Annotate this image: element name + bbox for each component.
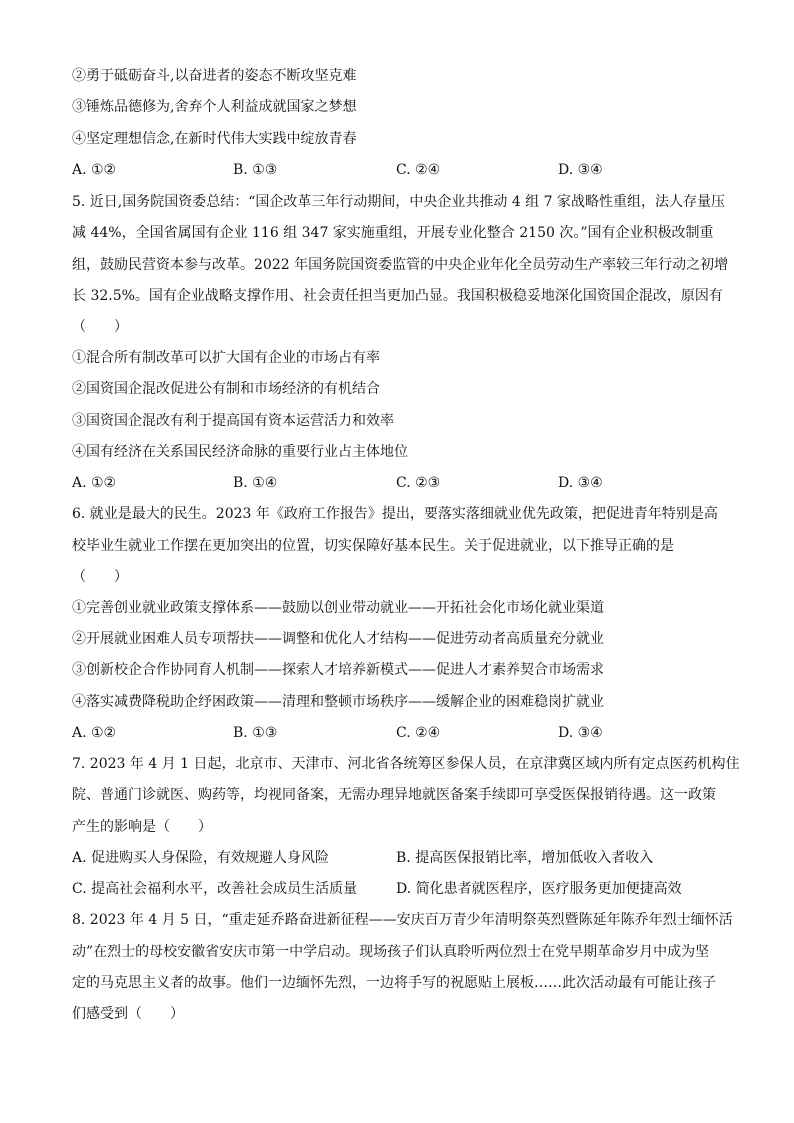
- q8-stem-line-2: 动”在烈士的母校安徽省安庆市第一中学启动。现场孩子们认真聆听两位烈士在党早期革命岁月中成为坚: [72, 944, 710, 960]
- q5-item-3: ③国资国企混改有利于提高国有资本运营活力和效率: [72, 413, 394, 429]
- q6-choice-b: B. ①③: [233, 725, 278, 741]
- q5-stem-line-1: 5. 近日,国务院国资委总结：“国企改革三年行动期间，中央企业共推动 4 组 7 家战略性重组，法人存量压: [72, 194, 726, 210]
- q7-stem-line-1: 7. 2023 年 4 月 1 日起，北京市、天津市、河北省各统筹区参保人员，在京津冀区域内所有定点医药机构住: [72, 756, 740, 772]
- q6-item-3: ③创新校企合作协同育人机制——探索人才培养新模式——促进人才素养契合市场需求: [72, 662, 604, 678]
- q6-item-1: ①完善创业就业政策支撑体系——鼓励以创业带动就业——开拓社会化市场化就业渠道: [72, 600, 604, 616]
- q5-stem-line-2: 减 44%，全国省属国有企业 116 组 347 家实施重组，开展专业化整合 2150 次。”国有企业积极改制重: [72, 225, 714, 241]
- q6-choice-c: C. ②④: [396, 725, 441, 741]
- q5-stem-line-3: 组，鼓励民营资本参与改革。2022 年国务院国资委监管的中央企业年化全员劳动生产率较三年行动之初增: [72, 257, 729, 273]
- q5-choice-a: A. ①②: [72, 475, 117, 491]
- q5-item-4: ④国有经济在关系国民经济命脉的重要行业占主体地位: [72, 444, 408, 460]
- q6-answer-blank: （ ）: [72, 569, 128, 585]
- q7-choice-b: B. 提高医保报销比率，增加低收入者收入: [396, 850, 654, 866]
- q4-item-4: ④坚定理想信念,在新时代伟大实践中绽放青春: [72, 131, 357, 147]
- q5-stem-line-4: 长 32.5%。国有企业战略支撑作用、社会责任担当更加凸显。我国积极稳妥地深化国资国企混改，原因有: [72, 288, 723, 304]
- q5-choice-c: C. ②③: [396, 475, 441, 491]
- q6-stem-line-2: 校毕业生就业工作摆在更加突出的位置，切实保障好基本民生。关于促进就业，以下推导正确的是: [72, 538, 674, 554]
- q5-item-2: ②国资国企混改促进公有制和市场经济的有机结合: [72, 381, 380, 397]
- q5-choice-b: B. ①④: [233, 475, 278, 491]
- q8-stem-line-1: 8. 2023 年 4 月 5 日，“重走延乔路奋进新征程——安庆百万青少年清明祭英烈暨陈延年陈乔年烈士缅怀活: [72, 912, 733, 928]
- q7-stem-line-2: 院、普通门诊就医、购药等，均视同备案，无需办理异地就医备案手续即可享受医保报销待遇。这一政策: [72, 787, 716, 803]
- q6-choice-a: A. ①②: [72, 725, 117, 741]
- q7-choice-d: D. 简化患者就医程序，医疗服务更加便捷高效: [396, 881, 682, 897]
- q6-item-2: ②开展就业困难人员专项帮扶——调整和优化人才结构——促进劳动者高质量充分就业: [72, 631, 604, 647]
- q4-choice-b: B. ①③: [233, 162, 278, 178]
- q4-choice-a: A. ①②: [72, 162, 117, 178]
- q4-choice-d: D. ③④: [558, 162, 603, 178]
- q4-choice-c: C. ②④: [396, 162, 441, 178]
- q6-stem-line-1: 6. 就业是最大的民生。2023 年《政府工作报告》提出，要落实落细就业优先政策，把促进青年特别是高: [72, 506, 718, 522]
- q7-stem-line-3: 产生的影响是（ ）: [72, 819, 212, 835]
- q6-choice-d: D. ③④: [558, 725, 603, 741]
- q5-choice-d: D. ③④: [558, 475, 603, 491]
- q5-item-1: ①混合所有制改革可以扩大国有企业的市场占有率: [72, 350, 380, 366]
- q4-item-2: ②勇于砥砺奋斗,以奋进者的姿态不断攻坚克难: [72, 68, 357, 84]
- q7-choice-a: A. 促进购买人身保险，有效规避人身风险: [72, 850, 330, 866]
- q5-answer-blank: （ ）: [72, 319, 128, 335]
- q8-stem-line-4: 们感受到（ ）: [72, 1006, 184, 1022]
- q7-choice-c: C. 提高社会福利水平，改善社会成员生活质量: [72, 881, 358, 897]
- q4-item-3: ③锤炼品德修为,舍弃个人利益成就国家之梦想: [72, 99, 357, 115]
- q8-stem-line-3: 定的马克思主义者的故事。他们一边缅怀先烈，一边将手写的祝愿贴上展板……此次活动最有可能让孩子: [72, 975, 716, 991]
- q6-item-4: ④落实减费降税助企纾困政策——清理和整顿市场秩序——缓解企业的困难稳岗扩就业: [72, 694, 604, 710]
